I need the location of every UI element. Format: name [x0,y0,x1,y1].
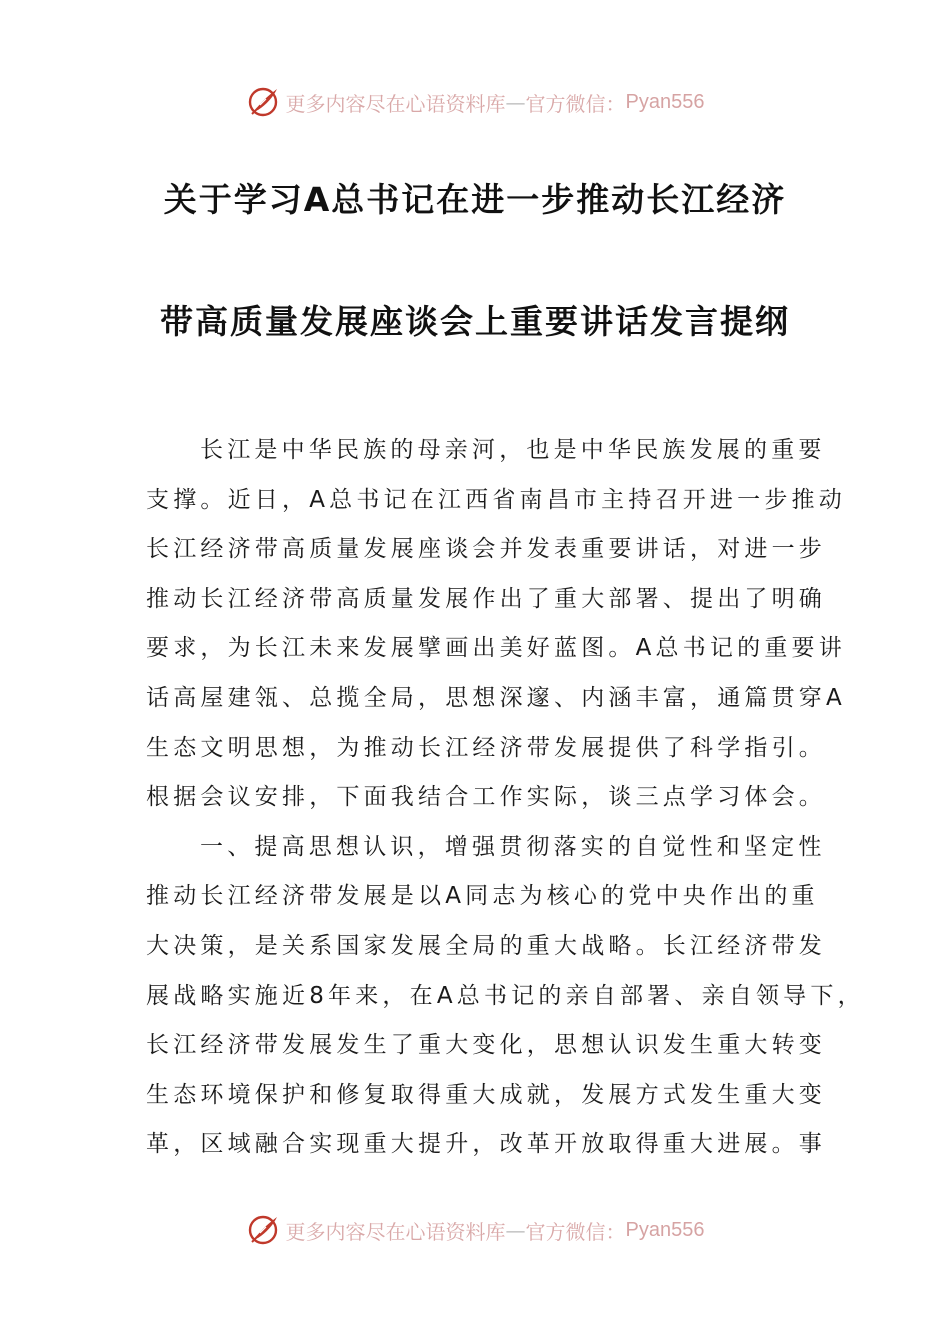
body-line: 支撑。近日，A总书记在江西省南昌市主持召开进一步推动 [146,486,846,513]
watermark-text: 更多内容尽在心语资料库 [285,91,506,116]
body-line: 长江是中华民族的母亲河，也是中华民族发展的重要 [200,437,826,463]
watermark-banner-bottom [0,1210,950,1250]
body-line: 根据会议安排，下面我结合工作实际，谈三点学习体会。 [146,784,826,811]
body-line: 大决策，是关系国家发展全局的重大战略。长江经济带发 [146,932,826,959]
watermark-banner-top [0,82,950,122]
body-line: 革，区域融合实现重大提升，改革开放取得重大进展。事 [146,1131,826,1158]
body-line: 推动长江经济带发展是以A同志为核心的党中央作出的重 [146,883,819,910]
watermark-wechat-id: Pyan556 [625,1218,705,1241]
section-heading: 一、提高思想认识，增强贯彻落实的自觉性和坚定性 [200,833,826,860]
document-body [146,426,865,1170]
body-line: 长江经济带高质量发展座谈会并发表重要讲话，对进一步 [146,536,826,563]
body-line: 要求，为长江未来发展擘画出美好蓝图。A总书记的重要讲 [146,635,846,662]
document-title-line-2: 带高质量发展座谈会上重要讲话发言提纲 [160,302,790,341]
watermark-separator: — [505,1218,526,1242]
watermark-separator: — [505,90,526,114]
body-line: 话高屋建瓴、总揽全局，思想深邃、内涵丰富，通篇贯穿A [146,684,846,711]
document-title-line-1: 关于学习A总书记在进一步推动长江经济 [163,180,787,219]
quill-logo-icon [246,1212,282,1248]
body-line: 推动长江经济带高质量发展作出了重大部署、提出了明确 [146,585,826,612]
body-line: 长江经济带发展发生了重大变化，思想认识发生重大转变 [146,1032,826,1059]
body-line: 展战略实施近8年来，在A总书记的亲自部署、亲自领导下， [146,982,865,1009]
watermark-label: 官方微信： [525,91,626,116]
body-line: 生态环境保护和修复取得重大成就，发展方式发生重大变 [146,1081,826,1108]
watermark-label: 官方微信： [525,1219,626,1244]
watermark-text: 更多内容尽在心语资料库 [285,1219,506,1244]
body-line: 生态文明思想，为推动长江经济带发展提供了科学指引。 [146,734,826,761]
watermark-wechat-id: Pyan556 [625,90,705,113]
quill-logo-icon [246,84,282,120]
